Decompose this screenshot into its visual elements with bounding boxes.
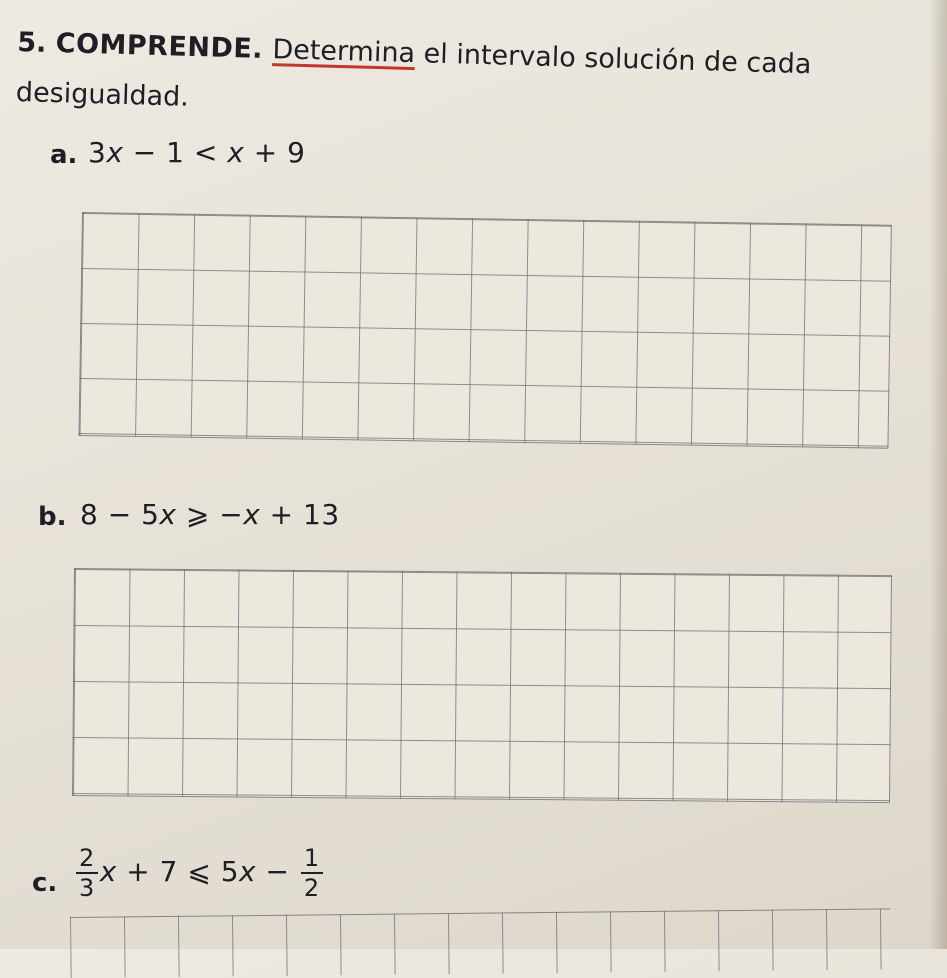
inequality-c-minus: − xyxy=(256,855,299,888)
inequality-b-op1: ⩾ − xyxy=(176,498,244,531)
exercise-keyword: COMPRENDE. xyxy=(55,28,264,65)
inequality-c-mid: + 7 ⩽ 5 xyxy=(116,855,240,888)
item-c-label: c. xyxy=(32,868,58,898)
inequality-a-op1: − 1 < xyxy=(123,136,228,169)
page-edge-shadow xyxy=(929,0,947,949)
inequality-b-var1: x xyxy=(159,498,177,531)
item-a-label: a. xyxy=(50,140,78,170)
inequality-c-var2: x xyxy=(239,855,257,888)
fraction-one-half xyxy=(301,846,323,900)
answer-grid-a[interactable] xyxy=(78,212,891,449)
inequality-a xyxy=(88,136,305,169)
inequality-c-var1: x xyxy=(99,855,117,888)
inequality-b-op2: + 13 xyxy=(260,498,340,531)
inequality-b xyxy=(80,498,340,531)
answer-grid-b[interactable] xyxy=(72,568,892,803)
instruction-text-line2: desigualdad. xyxy=(15,76,190,113)
inequality-c xyxy=(74,846,325,900)
inequality-b-var2: x xyxy=(243,498,261,531)
instruction-underlined: Determina xyxy=(272,34,416,70)
inequality-b-lead: 8 − 5 xyxy=(80,498,160,531)
inequality-a-coef: 3 xyxy=(88,136,107,169)
fraction-2-numerator: 1 xyxy=(301,846,323,874)
fraction-two-thirds xyxy=(76,846,98,900)
fraction-2-denominator: 2 xyxy=(303,874,320,902)
answer-grid-c-partial[interactable] xyxy=(70,908,891,978)
inequality-a-op2: + 9 xyxy=(244,136,306,169)
inequality-a-var2: x xyxy=(227,136,245,169)
inequality-a-var1: x xyxy=(106,136,124,169)
exercise-number: 5. xyxy=(16,26,47,59)
item-b-label: b. xyxy=(38,502,67,532)
instruction-text: el intervalo solución de cada xyxy=(414,38,812,81)
exercise-heading xyxy=(15,18,897,143)
fraction-1-numerator: 2 xyxy=(76,846,98,874)
fraction-1-denominator: 3 xyxy=(79,874,95,902)
